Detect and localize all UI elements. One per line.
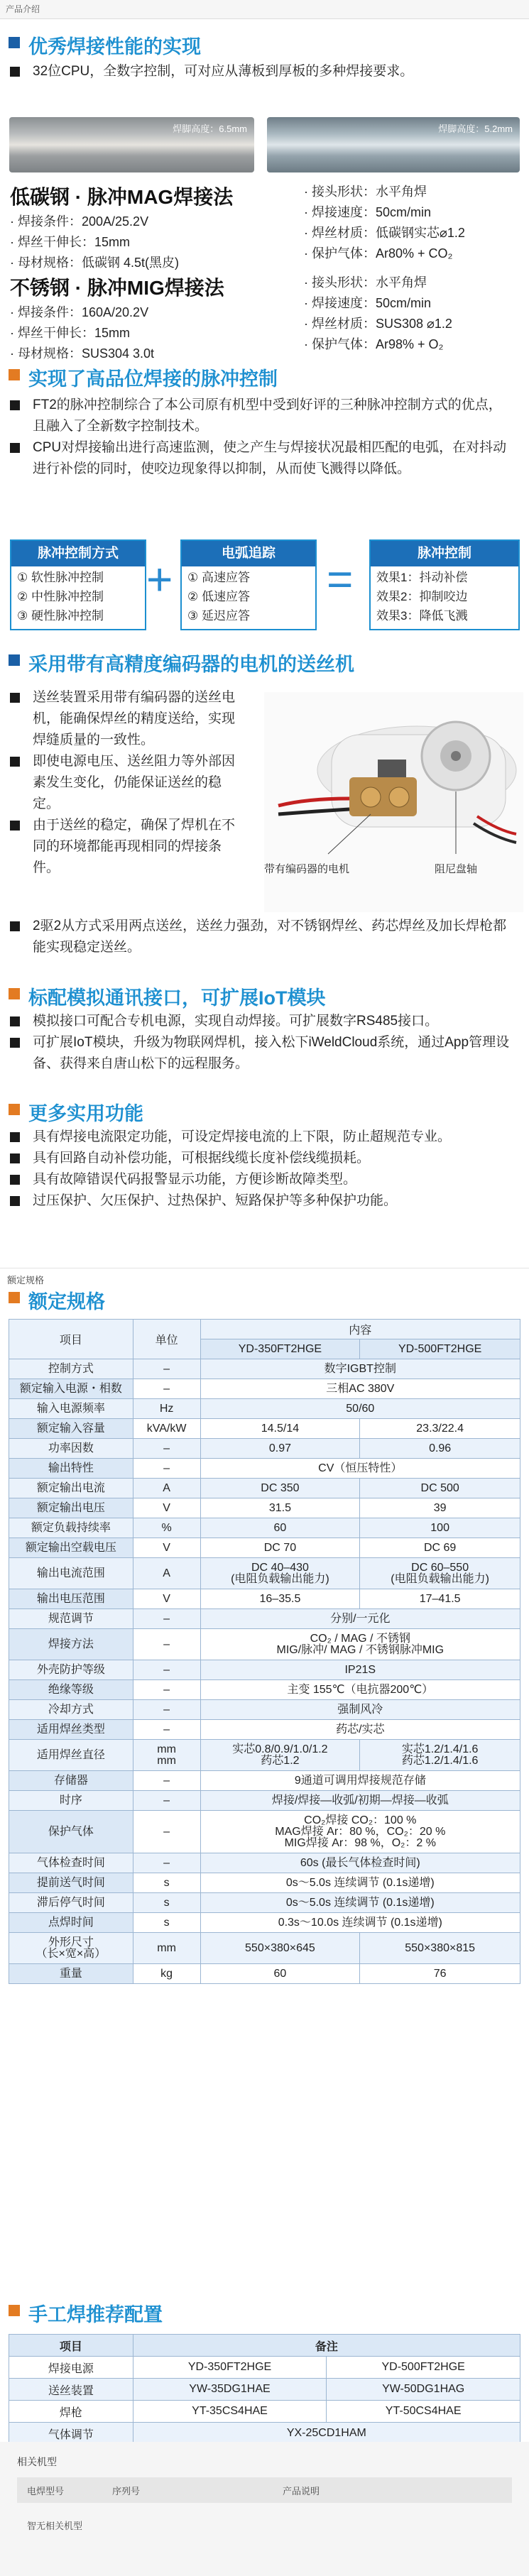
square-icon	[10, 1153, 20, 1163]
spec-value-350: DC 70	[200, 1538, 360, 1558]
box-item: 效果2：抑制咬边	[376, 590, 468, 603]
caption-encoder-motor: 带有编码器的电机	[264, 863, 350, 875]
config-value-350: YW-35DG1HAE	[133, 2379, 327, 2401]
spec-table	[9, 1319, 520, 1984]
spec-row	[9, 1498, 520, 1518]
spec-row	[9, 1399, 520, 1419]
header-unit: 单位	[133, 1320, 200, 1359]
spec-unit: V	[133, 1538, 200, 1558]
spec-value: 强制风冷	[200, 1700, 520, 1720]
bullet-cpu	[0, 61, 529, 82]
mig-left-specs	[10, 302, 154, 364]
section-welding-performance	[0, 28, 529, 82]
section-title: 额定规格	[28, 1291, 105, 1312]
box-pulse-mode	[10, 539, 146, 630]
spec-value-500: 550×380×815	[360, 1933, 520, 1964]
spec-line: · 焊丝干伸长：15mm	[10, 235, 131, 249]
spec-key: 提前送气时间	[9, 1873, 133, 1893]
spec-value-350: 14.5/14	[200, 1419, 360, 1439]
header-note: 备注	[133, 2335, 520, 2357]
wire-feeder-bullets	[0, 687, 245, 879]
box-item: ② 中性脉冲控制	[17, 590, 104, 603]
col-model: 电焊型号	[27, 2485, 65, 2496]
spec-table-wrap	[0, 1319, 529, 1984]
box-header: 脉冲控制	[371, 541, 518, 566]
box-item: 效果1：抖动补偿	[376, 571, 468, 584]
square-icon	[9, 988, 20, 999]
spec-unit: V	[133, 1589, 200, 1609]
section-heading	[0, 28, 529, 57]
spec-unit: A	[133, 1558, 200, 1589]
box-arc-tracking	[180, 539, 317, 630]
related-title: 相关机型	[17, 2456, 57, 2467]
photo-label: 焊脚高度：6.5mm	[173, 124, 247, 134]
spec-value-350: DC 40–430 (电阻负载输出能力)	[200, 1558, 360, 1589]
spec-unit: –	[133, 1791, 200, 1811]
spec-value-500: DC 69	[360, 1538, 520, 1558]
weld-photo-mig	[267, 117, 520, 172]
section-wire-feeder	[0, 646, 529, 674]
section-practical-functions	[0, 1095, 529, 1212]
bullet-text: 送丝装置采用带有编码器的送丝电机，能确保焊丝的精度送给，实现焊缝质量的一致性。	[33, 690, 236, 747]
spec-key: 气体检查时间	[9, 1853, 133, 1873]
spec-value-350: 60	[200, 1518, 360, 1538]
spec-value: 0.3s～10.0s 连续调节 (0.1s递增)	[200, 1913, 520, 1933]
related-models	[0, 2442, 529, 2576]
header-content: 内容	[200, 1320, 520, 1339]
section-title: 实现了高品位焊接的脉冲控制	[28, 368, 278, 390]
spec-unit: s	[133, 1913, 200, 1933]
bullet-item	[0, 1148, 529, 1169]
spec-unit: –	[133, 1720, 200, 1740]
spec-row	[9, 1609, 520, 1629]
spec-unit: A	[133, 1479, 200, 1498]
spec-line: · 接头形状：水平角焊	[304, 185, 427, 199]
spec-value: 药芯/实芯	[200, 1720, 520, 1740]
bullet-text: 由于送丝的稳定，确保了焊机在不同的环境都能再现相同的焊接条件。	[33, 818, 236, 875]
spec-row	[9, 1379, 520, 1399]
spec-key: 输出电流范围	[9, 1558, 133, 1589]
square-icon	[9, 654, 20, 666]
spec-key: 点焊时间	[9, 1913, 133, 1933]
box-item: ① 软性脉冲控制	[17, 571, 104, 584]
spec-label: 额定规格	[7, 1275, 45, 1286]
section-title: 标配模拟通讯接口，可扩展IoT模块	[28, 987, 326, 1009]
spec-unit: kVA/kW	[133, 1419, 200, 1439]
section-pulse-control	[0, 361, 529, 480]
spec-key: 控制方式	[9, 1359, 133, 1379]
bullet-text: 可扩展IoT模块，升级为物联网焊机，接入松下iWeldCloud系统，通过App管理设备、获得来自唐山松下的远程服务。	[33, 1035, 510, 1071]
square-icon	[10, 821, 20, 831]
section-manual-config	[0, 2296, 529, 2325]
bullet-item	[0, 916, 529, 958]
bullet-text: 具有焊接电流限定功能，可设定焊接电流的上下限，防止超规范专业。	[33, 1129, 452, 1144]
box-item: 效果3：降低飞溅	[376, 609, 468, 623]
section-heading	[0, 1283, 529, 1312]
spec-unit: –	[133, 1700, 200, 1720]
spec-key: 输出电压范围	[9, 1589, 133, 1609]
box-item: ② 低速应答	[187, 590, 250, 603]
header-model-350: YD-350FT2HGE	[200, 1339, 360, 1359]
top-label: 产品介绍	[0, 0, 529, 19]
spec-value-500: 17–41.5	[360, 1589, 520, 1609]
spec-key: 适用焊丝直径	[9, 1740, 133, 1771]
spec-line: · 焊丝材质：SUS308 ⌀1.2	[304, 317, 452, 331]
spec-value-500: 76	[360, 1964, 520, 1984]
box-pulse-effects	[369, 539, 520, 630]
bullet-item	[0, 1190, 529, 1212]
spec-value-500: DC 60–550 (电阻负载输出能力)	[360, 1558, 520, 1589]
col-desc: 产品说明	[283, 2485, 320, 2496]
bullet-text: CPU对焊接输出进行高速监测，使之产生与焊接状况最相匹配的电弧，在对抖动进行补偿的同时，使咬边现象得以抑制，从而使飞溅得以降低。	[33, 440, 507, 476]
config-value-500: YW-50DG1HAG	[327, 2379, 520, 2401]
square-icon	[9, 37, 20, 48]
section-heading	[0, 2296, 529, 2325]
spec-row	[9, 1933, 520, 1964]
config-table-wrap	[0, 2334, 529, 2445]
square-icon	[10, 443, 20, 453]
spec-value: 分别/一元化	[200, 1609, 520, 1629]
spec-row	[9, 1853, 520, 1873]
spec-unit: –	[133, 1660, 200, 1680]
spec-key: 额定负载持续率	[9, 1518, 133, 1538]
spec-row	[9, 1479, 520, 1498]
bullet-item	[0, 687, 245, 751]
spec-key: 外形尺寸 （长×宽×高）	[9, 1933, 133, 1964]
box-item: ③ 延迟应答	[187, 609, 250, 623]
spec-key: 额定输入容量	[9, 1419, 133, 1439]
bullet-item	[0, 1032, 529, 1075]
square-icon	[10, 67, 20, 77]
spec-key: 保护气体	[9, 1811, 133, 1853]
spec-line: · 接头形状：水平角焊	[304, 275, 427, 290]
spec-row	[9, 1589, 520, 1609]
spec-unit: mm mm	[133, 1740, 200, 1771]
spec-row	[9, 1558, 520, 1589]
header-item: 项目	[9, 2335, 133, 2357]
spec-value: 三相AC 380V	[200, 1379, 520, 1399]
square-icon	[10, 1016, 20, 1026]
bullet-item	[0, 437, 529, 480]
box-header: 脉冲控制方式	[11, 541, 145, 566]
spec-row	[9, 1419, 520, 1439]
box-header: 电弧追踪	[182, 541, 315, 566]
section-heading	[0, 980, 529, 1008]
spec-value-350: 31.5	[200, 1498, 360, 1518]
spec-unit: s	[133, 1873, 200, 1893]
spec-line: · 保护气体：Ar80% + CO₂	[304, 246, 453, 261]
spec-row	[9, 1771, 520, 1791]
spec-key: 额定输入电源・相数	[9, 1379, 133, 1399]
spec-line: · 焊接速度：50cm/min	[304, 205, 432, 219]
spec-row	[9, 1629, 520, 1660]
spec-key: 输出特性	[9, 1459, 133, 1479]
spec-unit: V	[133, 1498, 200, 1518]
section-specs	[0, 1283, 529, 1312]
spec-row	[9, 1700, 520, 1720]
config-key: 焊枪	[9, 2401, 133, 2423]
wire-feeder-bullet-4	[0, 916, 529, 958]
spec-value: 60s (最长气体检查时间)	[200, 1853, 520, 1873]
spec-value-350: 16–35.5	[200, 1589, 360, 1609]
spec-key: 滞后停气时间	[9, 1893, 133, 1913]
spec-row	[9, 1680, 520, 1700]
spec-unit: –	[133, 1359, 200, 1379]
section-title: 优秀焊接性能的实现	[28, 36, 201, 57]
spec-row	[9, 1740, 520, 1771]
mig-right-specs	[304, 273, 452, 355]
config-key: 气体调节	[9, 2423, 133, 2445]
bullet-text: 模拟接口可配合专机电源，实现自动焊接。可扩展数字RS485接口。	[33, 1014, 439, 1029]
spec-key: 额定输出空载电压	[9, 1538, 133, 1558]
spec-value: 9通道可调用焊接规范存储	[200, 1771, 520, 1791]
mag-title: 低碳钢 · 脉冲MAG焊接法	[10, 186, 234, 208]
spec-line: · 焊接速度：50cm/min	[304, 296, 432, 310]
bullet-text: 过压保护、欠压保护、过热保护、短路保护等多种保护功能。	[33, 1193, 398, 1208]
bullet-text: 具有故障错误代码报警显示功能，方便诊断故障类型。	[33, 1172, 357, 1187]
spec-unit: kg	[133, 1964, 200, 1984]
square-icon	[9, 2305, 20, 2316]
spec-key: 存储器	[9, 1771, 133, 1791]
section-heading	[0, 361, 529, 389]
spec-key: 时序	[9, 1791, 133, 1811]
spec-key: 规范调节	[9, 1609, 133, 1629]
bullet-text: 32位CPU，全数字控制，可对应从薄板到厚板的多种焊接要求。	[33, 64, 414, 79]
spec-key: 冷却方式	[9, 1700, 133, 1720]
spec-key: 重量	[9, 1964, 133, 1984]
spec-unit: s	[133, 1893, 200, 1913]
bullet-item	[0, 395, 529, 437]
config-row	[9, 2401, 520, 2423]
config-row	[9, 2423, 520, 2445]
header-item: 项目	[9, 1320, 133, 1359]
spec-key: 外壳防护等级	[9, 1660, 133, 1680]
caption-damping-shaft: 阻尼盘轴	[435, 863, 478, 875]
spec-key: 额定输出电压	[9, 1498, 133, 1518]
square-icon	[9, 1104, 20, 1115]
spec-value: CV（恒压特性）	[200, 1459, 520, 1479]
spec-key: 功率因数	[9, 1439, 133, 1459]
section-heading	[0, 646, 529, 674]
spec-value-350: 550×380×645	[200, 1933, 360, 1964]
related-empty-text: 智无相关机型	[27, 2521, 83, 2531]
spec-row	[9, 1660, 520, 1680]
mag-left-specs	[10, 212, 179, 273]
square-icon	[9, 369, 20, 380]
spec-value: CO₂ / MAG / 不锈钢 MIG/脉冲/ MAG / 不锈钢脉冲MIG	[200, 1629, 520, 1660]
spec-row	[9, 1913, 520, 1933]
box-item: ③ 硬性脉冲控制	[17, 609, 104, 623]
mag-right-specs	[304, 182, 465, 264]
spec-value-500: 39	[360, 1498, 520, 1518]
bullet-item	[0, 815, 245, 879]
spec-row	[9, 1459, 520, 1479]
spec-value: 焊接/焊接—收弧/初期—焊接—收弧	[200, 1791, 520, 1811]
spec-value: IP21S	[200, 1660, 520, 1680]
spec-value-350: 60	[200, 1964, 360, 1984]
square-icon	[10, 1132, 20, 1142]
spec-value: 0s～5.0s 连续调节 (0.1s递增)	[200, 1893, 520, 1913]
config-key: 焊接电源	[9, 2357, 133, 2379]
spec-line: · 母材规格：SUS304 3.0t	[10, 346, 155, 361]
spec-value: 50/60	[200, 1399, 520, 1419]
spec-unit: –	[133, 1439, 200, 1459]
square-icon	[9, 1292, 20, 1303]
square-icon	[10, 1196, 20, 1206]
section-title: 采用带有高精度编码器的电机的送丝机	[28, 654, 354, 675]
spec-value-350: 实芯0.8/0.9/1.0/1.2 药芯1.2	[200, 1740, 360, 1771]
bullet-item	[0, 751, 245, 815]
spec-unit: –	[133, 1609, 200, 1629]
spec-unit: Hz	[133, 1399, 200, 1419]
spec-row	[9, 1518, 520, 1538]
spec-key: 输入电源频率	[9, 1399, 133, 1419]
spec-unit: –	[133, 1811, 200, 1853]
spec-unit: –	[133, 1771, 200, 1791]
spec-value-500: 实芯1.2/1.4/1.6 药芯1.2/1.4/1.6	[360, 1740, 520, 1771]
spec-unit: –	[133, 1379, 200, 1399]
square-icon	[10, 1038, 20, 1048]
weld-photo-mag	[9, 117, 254, 172]
square-icon	[10, 400, 20, 410]
square-icon	[10, 757, 20, 767]
spec-row	[9, 1893, 520, 1913]
equals-icon: =	[327, 554, 354, 605]
config-value-500: YT-50CS4HAE	[327, 2401, 520, 2423]
bullet-item	[0, 1127, 529, 1148]
config-key: 送丝装置	[9, 2379, 133, 2401]
spec-line: · 焊丝干伸长：15mm	[10, 326, 131, 340]
spec-value: 0s～5.0s 连续调节 (0.1s递增)	[200, 1873, 520, 1893]
spec-unit: –	[133, 1853, 200, 1873]
spec-row	[9, 1873, 520, 1893]
section-title: 手工焊推荐配置	[28, 2304, 163, 2325]
spec-line: · 保护气体：Ar98% + O₂	[304, 337, 444, 351]
spec-line: · 焊丝材质：低碳钢实芯⌀1.2	[304, 226, 465, 240]
spec-row	[9, 1811, 520, 1853]
spec-line: · 母材规格：低碳钢 4.5t(黑皮)	[10, 256, 180, 270]
section-title: 更多实用功能	[28, 1103, 143, 1124]
spec-row	[9, 1359, 520, 1379]
bullet-text: 即使电源电压、送丝阻力等外部因素发生变化，仍能保证送丝的稳定。	[33, 754, 236, 811]
box-item: ① 高速应答	[187, 571, 250, 584]
spec-line: · 焊接条件：200A/25.2V	[10, 214, 149, 229]
spec-line: · 焊接条件：160A/20.2V	[10, 305, 149, 319]
wire-feeder-image	[264, 692, 523, 912]
plus-icon: +	[146, 554, 173, 605]
spec-row	[9, 1538, 520, 1558]
config-value-350: YT-35CS4HAE	[133, 2401, 327, 2423]
spec-value: 数字IGBT控制	[200, 1359, 520, 1379]
mig-title: 不锈钢 · 脉冲MIG焊接法	[10, 277, 224, 299]
bullet-text: FT2的脉冲控制综合了本公司原有机型中受到好评的三种脉冲控制方式的优点，且融入了全新数字控制技术。	[33, 398, 502, 434]
bullet-text: 2驱2从方式采用两点送丝，送丝力强劲，对不锈钢焊丝、药芯焊丝及加长焊枪都能实现稳定送丝。	[33, 919, 507, 955]
config-table	[9, 2334, 520, 2445]
spec-key: 焊接方法	[9, 1629, 133, 1660]
spec-value: CO₂焊接 CO₂：100 % MAG焊接 Ar：80 %，CO₂：20 % MIG焊接 Ar：98 %，O₂：2 %	[200, 1811, 520, 1853]
spec-unit: –	[133, 1629, 200, 1660]
spec-row	[9, 1964, 520, 1984]
photo-label: 焊脚高度：5.2mm	[438, 124, 513, 134]
header-model-500: YD-500FT2HGE	[360, 1339, 520, 1359]
config-row	[9, 2379, 520, 2401]
wire-feeder-illustration	[264, 692, 523, 912]
square-icon	[10, 693, 20, 703]
config-row	[9, 2357, 520, 2379]
related-header-row	[17, 2477, 512, 2503]
bullet-item	[0, 1169, 529, 1190]
spec-value-500: 23.3/22.4	[360, 1419, 520, 1439]
spec-unit: mm	[133, 1933, 200, 1964]
config-value-350: YD-350FT2HGE	[133, 2357, 327, 2379]
config-value: YX-25CD1HAM	[133, 2423, 520, 2445]
spec-row	[9, 1439, 520, 1459]
bullet-item	[0, 1011, 529, 1032]
section-iot	[0, 980, 529, 1075]
spec-value-350: DC 350	[200, 1479, 360, 1498]
spec-unit: %	[133, 1518, 200, 1538]
col-serial: 序列号	[112, 2485, 141, 2496]
spec-key: 适用焊丝类型	[9, 1720, 133, 1740]
spec-unit: –	[133, 1459, 200, 1479]
spec-row	[9, 1720, 520, 1740]
spec-value-500: 100	[360, 1518, 520, 1538]
section-heading	[0, 1095, 529, 1124]
spec-value-500: 0.96	[360, 1439, 520, 1459]
bullet-text: 具有回路自动补偿功能，可根据线缆长度补偿线缆损耗。	[33, 1151, 371, 1166]
square-icon	[10, 921, 20, 931]
spec-row	[9, 1791, 520, 1811]
spec-key: 额定输出电流	[9, 1479, 133, 1498]
spec-unit: –	[133, 1680, 200, 1700]
spec-value-350: 0.97	[200, 1439, 360, 1459]
spec-value-500: DC 500	[360, 1479, 520, 1498]
spec-value: 主变 155℃（电抗器200℃）	[200, 1680, 520, 1700]
square-icon	[10, 1175, 20, 1185]
spec-key: 绝缘等级	[9, 1680, 133, 1700]
config-value-500: YD-500FT2HGE	[327, 2357, 520, 2379]
